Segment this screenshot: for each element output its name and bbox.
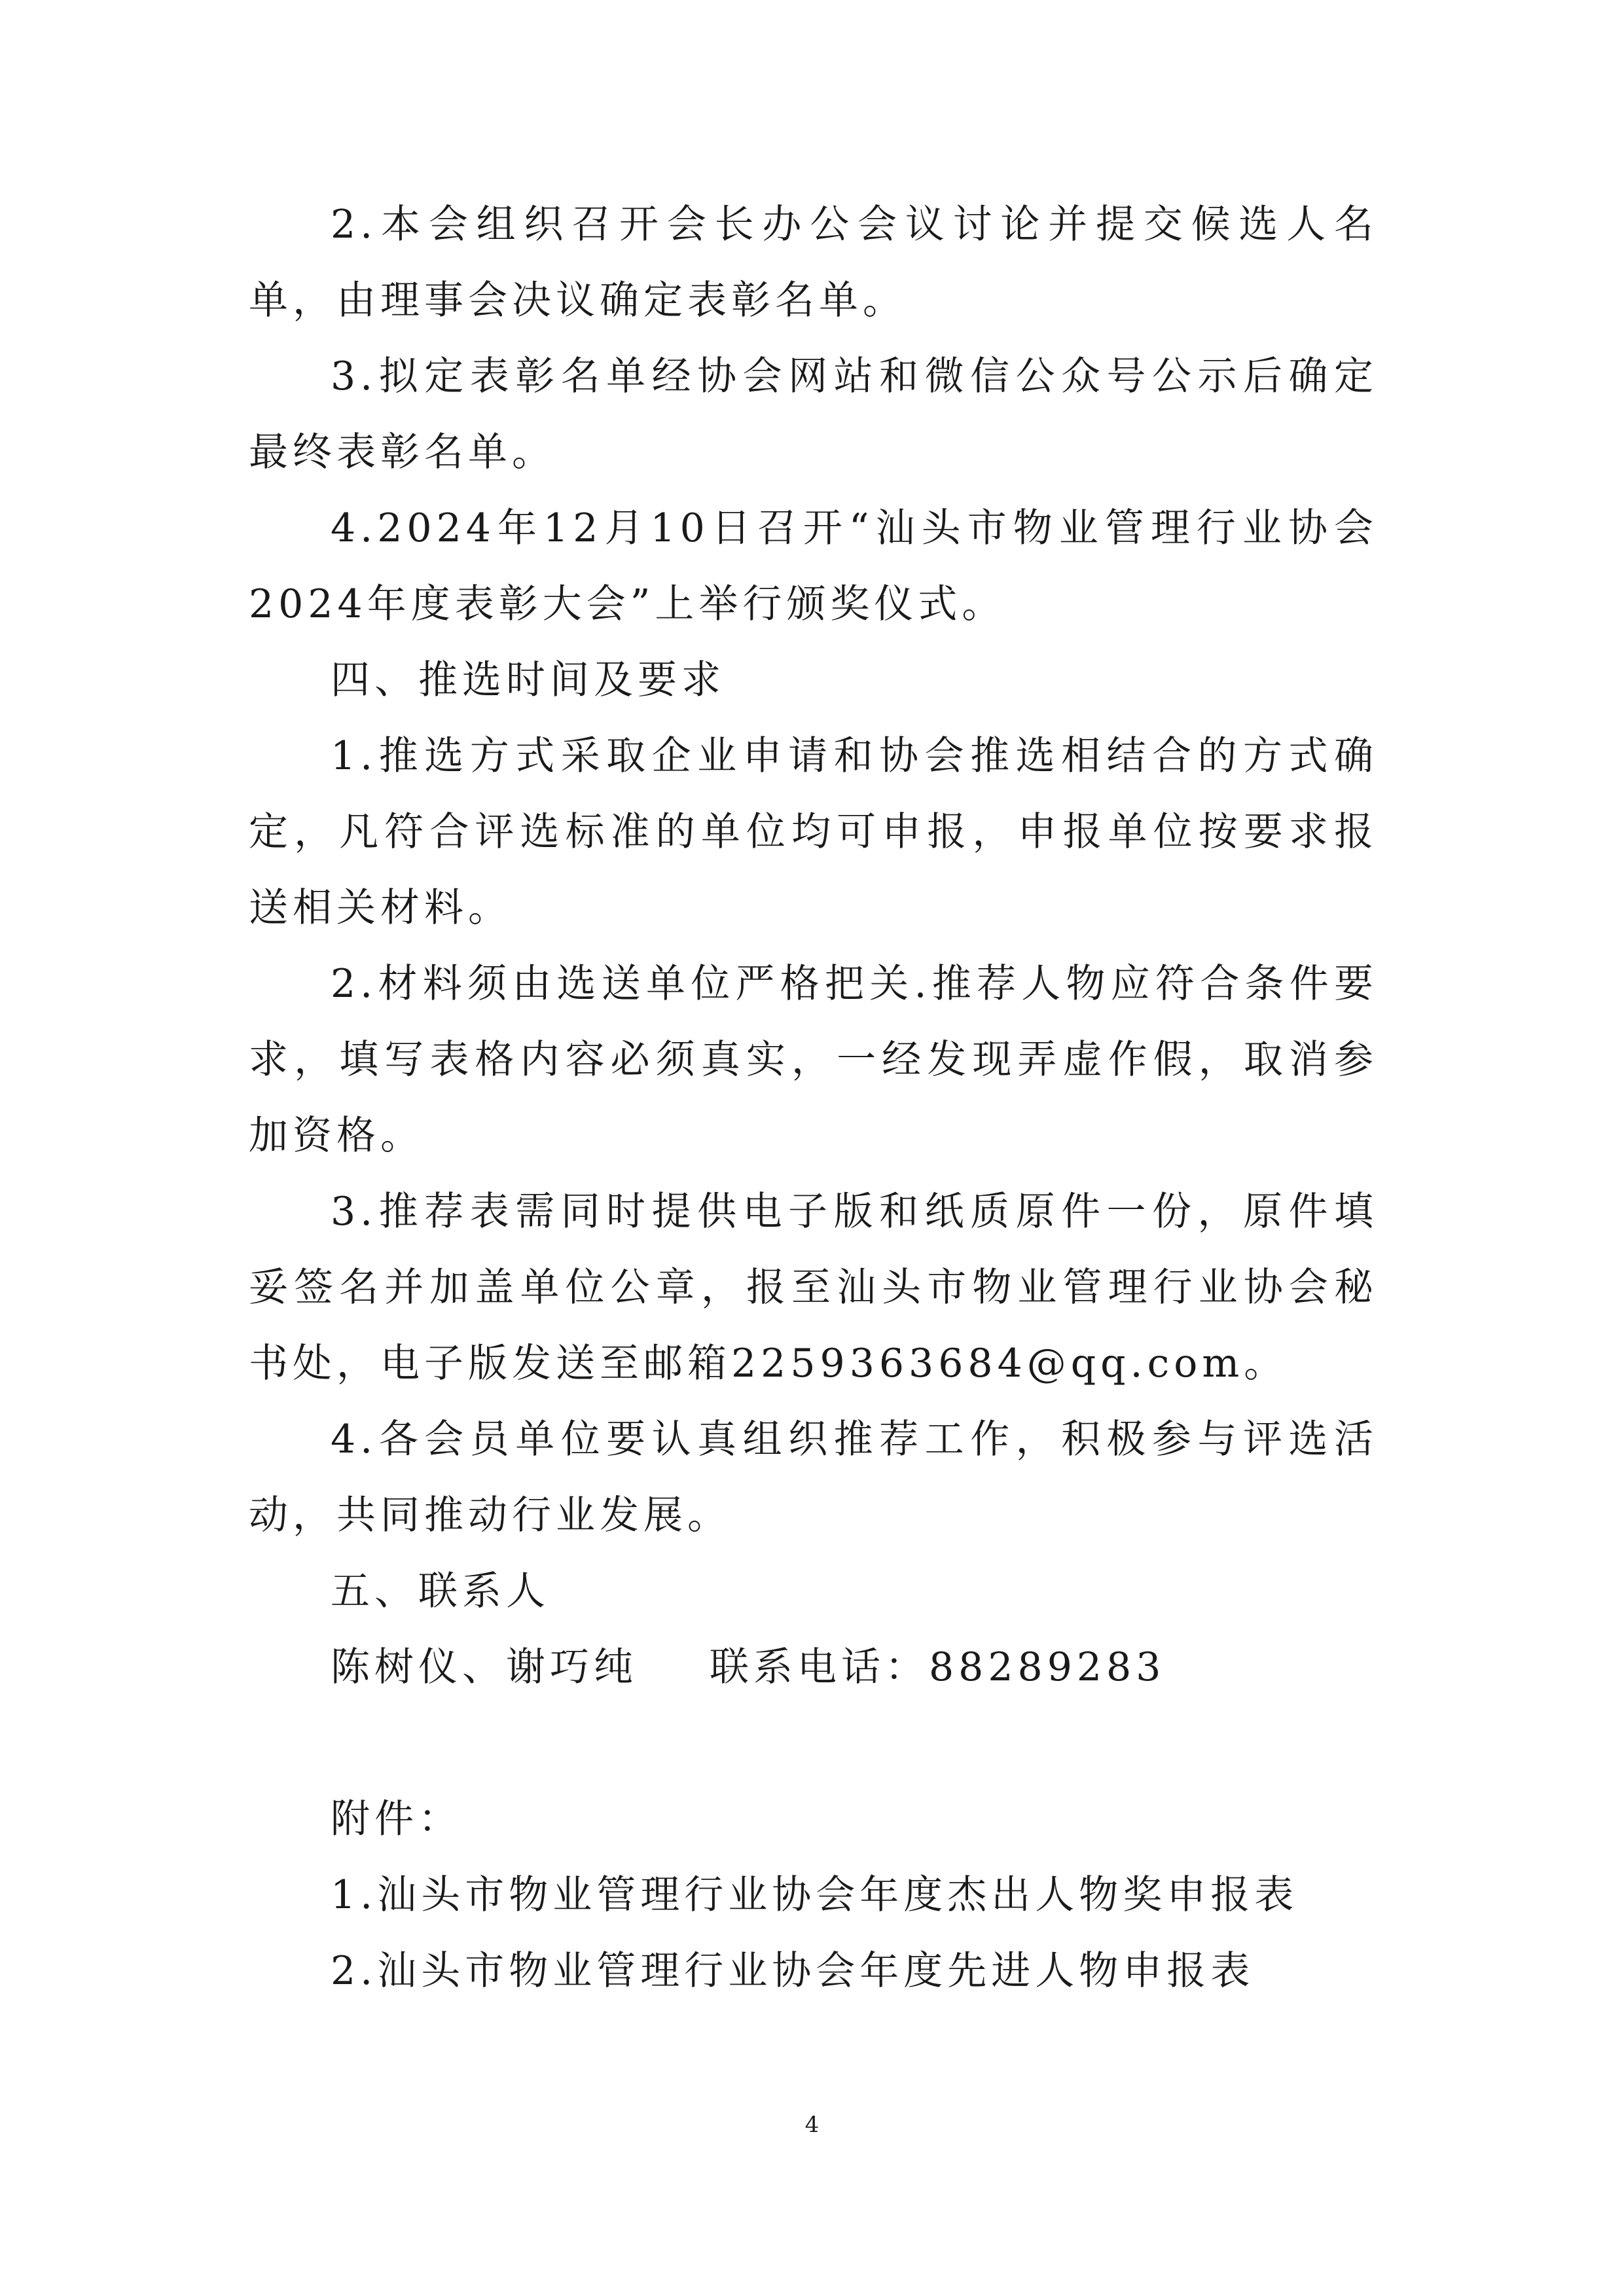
page-number: 4 — [804, 2112, 820, 2138]
paragraph: 4.各会员单位要认真组织推荐工作，积极参与评选活动，共同推动行业发展。 — [249, 1417, 1378, 1538]
contact-phone: 联系电话：88289283 — [710, 1644, 1166, 1690]
paragraph: 4.2024年12月10日召开“汕头市物业管理行业协会2024年度表彰大会”上举行颁奖仪式。 — [249, 505, 1378, 627]
contact-names: 陈树仪、谢巧纯 — [331, 1644, 638, 1690]
contact-line — [249, 1629, 1378, 1705]
section-heading-5: 五、联系人 — [331, 1568, 550, 1614]
attachment-item: 2.汕头市物业管理行业协会年度先进人物申报表 — [331, 1948, 1255, 1994]
paragraph: 2.本会组织召开会长办公会议讨论并提交候选人名单，由理事会决议确定表彰名单。 — [249, 202, 1378, 323]
spacer — [249, 1705, 1378, 1781]
paragraph: 2.材料须由选送单位严格把关.推荐人物应符合条件要求，填写表格内容必须真实，一经发现弄虚作假，取消参加资格。 — [249, 961, 1378, 1159]
paragraph: 1.推选方式采取企业申请和协会推选相结合的方式确定，凡符合评选标准的单位均可申报，申报单位按要求报送相关材料。 — [249, 733, 1378, 931]
attachments-heading: 附件： — [331, 1796, 462, 1842]
document-body — [249, 187, 1378, 2009]
section-heading-4: 四、推选时间及要求 — [331, 657, 725, 703]
paragraph: 3.拟定表彰名单经协会网站和微信公众号公示后确定最终表彰名单。 — [249, 353, 1378, 475]
attachment-item: 1.汕头市物业管理行业协会年度杰出人物奖申报表 — [331, 1872, 1299, 1918]
paragraph: 3.推荐表需同时提供电子版和纸质原件一份，原件填妥签名并加盖单位公章，报至汕头市物业管理行业协会秘书处，电子版发送至邮箱2259363684@qq.com。 — [249, 1189, 1378, 1386]
